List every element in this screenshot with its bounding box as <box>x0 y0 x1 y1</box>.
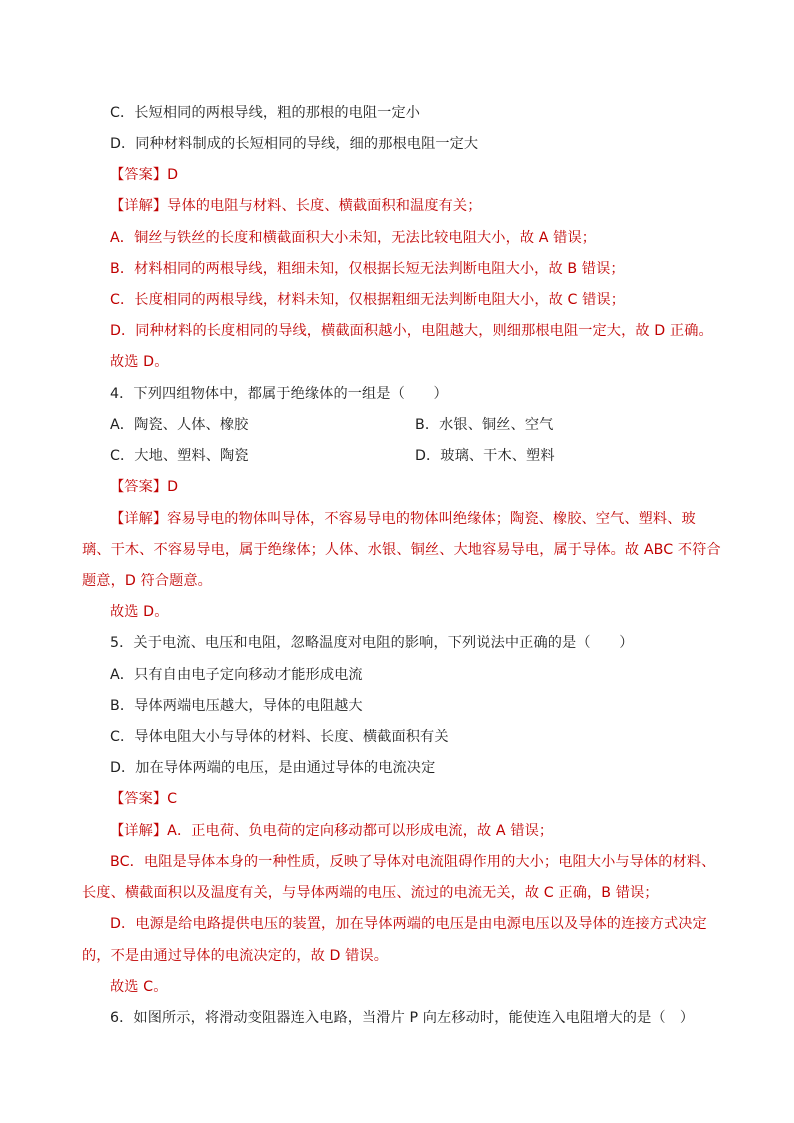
q4-option-c: C．大地、塑料、陶瓷 <box>110 448 249 464</box>
q4-detail-line-3: 题意，D 符合题意。 <box>82 573 212 589</box>
q4-options-row-1 <box>110 415 554 435</box>
q5-option-c: C．导体电阻大小与导体的材料、长度、横截面积有关 <box>110 729 449 745</box>
q6-stem: 6．如图所示，将滑动变阻器连入电路，当滑片 P 向左移动时，能使连入电阻增大的是（ ） <box>110 1010 695 1026</box>
q5-stem: 5．关于电流、电压和电阻，忽略温度对电阻的影响，下列说法中正确的是（ ） <box>110 635 634 651</box>
q5-detail-line-2: BC．电阻是导体本身的一种性质，反映了导体对电流阻碍作用的大小；电阻大小与导体的材料、 <box>110 854 716 870</box>
answer-value: D <box>167 479 179 495</box>
answer-tag: 【答案】 <box>110 791 168 807</box>
answer-tag: 【答案】 <box>110 167 168 183</box>
q4-stem: 4．下列四组物体中，都属于绝缘体的一组是（ ） <box>110 386 448 402</box>
q3-detail-line-4: C．长度相同的两根导线，材料未知，仅根据粗细无法判断电阻大小，故 C 错误； <box>110 292 626 308</box>
q5-option-a: A．只有自由电子定向移动才能形成电流 <box>110 667 363 683</box>
answer-value: D <box>167 167 179 183</box>
q4-option-d: D．玻璃、干木、塑料 <box>415 448 555 464</box>
detail-tag: 【详解】 <box>110 198 168 214</box>
q5-choose: 故选 C。 <box>110 979 168 995</box>
q3-detail-line-1: 【详解】导体的电阻与材料、长度、横截面积和温度有关； <box>110 198 482 214</box>
q5-detail-line-4: D．电源是给电路提供电压的装置，加在导体两端的电压是由电源电压以及导体的连接方式决定 <box>110 916 707 932</box>
q4-choose: 故选 D。 <box>110 604 169 620</box>
q5-answer <box>110 789 177 809</box>
q4-detail-line-1: 【详解】容易导电的物体叫导体，不容易导电的物体叫绝缘体；陶瓷、橡胶、空气、塑料、玻 <box>110 511 696 527</box>
q5-option-b: B．导体两端电压越大，导体的电阻越大 <box>110 698 363 714</box>
q5-option-d: D．加在导体两端的电压，是由通过导体的电流决定 <box>110 760 436 776</box>
q4-detail-line-2: 璃、干木、不容易导电，属于绝缘体；人体、水银、铜丝、大地容易导电，属于导体。故 ABC 不符合 <box>82 542 721 558</box>
detail-tag: 【详解】 <box>110 823 168 839</box>
q4-answer <box>110 477 178 497</box>
q4-option-a: A．陶瓷、人体、橡胶 <box>110 417 249 433</box>
answer-tag: 【答案】 <box>110 479 168 495</box>
q4-option-b: B．水银、铜丝、空气 <box>415 417 554 433</box>
q5-detail-line-1: 【详解】A．正电荷、负电荷的定向移动都可以形成电流，故 A 错误； <box>110 823 554 839</box>
q3-detail-line-3: B．材料相同的两根导线，粗细未知，仅根据长短无法判断电阻大小，故 B 错误； <box>110 261 625 277</box>
q3-choose: 故选 D。 <box>110 354 169 370</box>
q4-options-row-2 <box>110 446 555 466</box>
q3-option-c: C．长短相同的两根导线，粗的那根的电阻一定小 <box>110 105 421 121</box>
q3-option-d: D．同种材料制成的长短相同的导线，细的那根电阻一定大 <box>110 136 479 152</box>
q3-detail-line-2: A．铜丝与铁丝的长度和横截面积大小未知，无法比较电阻大小，故 A 错误； <box>110 230 597 246</box>
answer-value: C <box>167 791 178 807</box>
q5-detail-line-3: 长度、横截面积以及温度有关，与导体两端的电压、流过的电流无关，故 C 正确，B 错误； <box>82 885 659 901</box>
q5-detail-line-5: 的，不是由通过导体的电流决定的，故 D 错误。 <box>82 948 388 964</box>
q3-answer <box>110 165 178 185</box>
detail-tag: 【详解】 <box>110 511 168 527</box>
q3-detail-line-5: D．同种材料的长度相同的导线，横截面积越小，电阻越大，则细那根电阻一定大，故 D 正确。 <box>110 323 713 339</box>
